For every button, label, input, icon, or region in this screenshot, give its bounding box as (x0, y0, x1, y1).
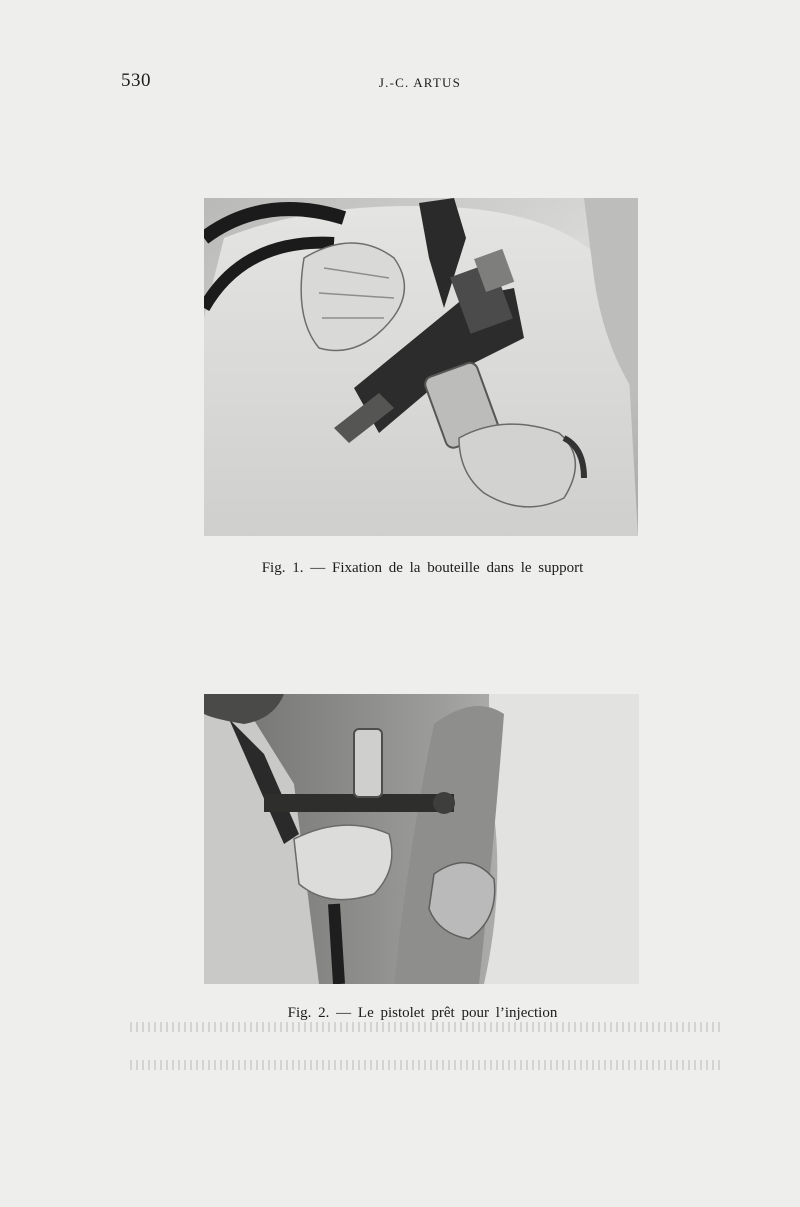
figure-2-illustration (204, 694, 639, 984)
figure-1-illustration (204, 198, 638, 536)
page-number: 530 (121, 70, 151, 91)
figure-2-caption: Fig. 2. — Le pistolet prêt pour l’injection (287, 1005, 558, 1021)
show-through-line (130, 1022, 720, 1032)
figure-1-caption: Fig. 1. — Fixation de la bouteille dans le support (261, 560, 584, 576)
running-head: J.-C. ARTUS (378, 75, 462, 90)
figure-1-photo (204, 198, 638, 536)
show-through-line (130, 1060, 720, 1070)
figure-2-photo (204, 694, 639, 984)
